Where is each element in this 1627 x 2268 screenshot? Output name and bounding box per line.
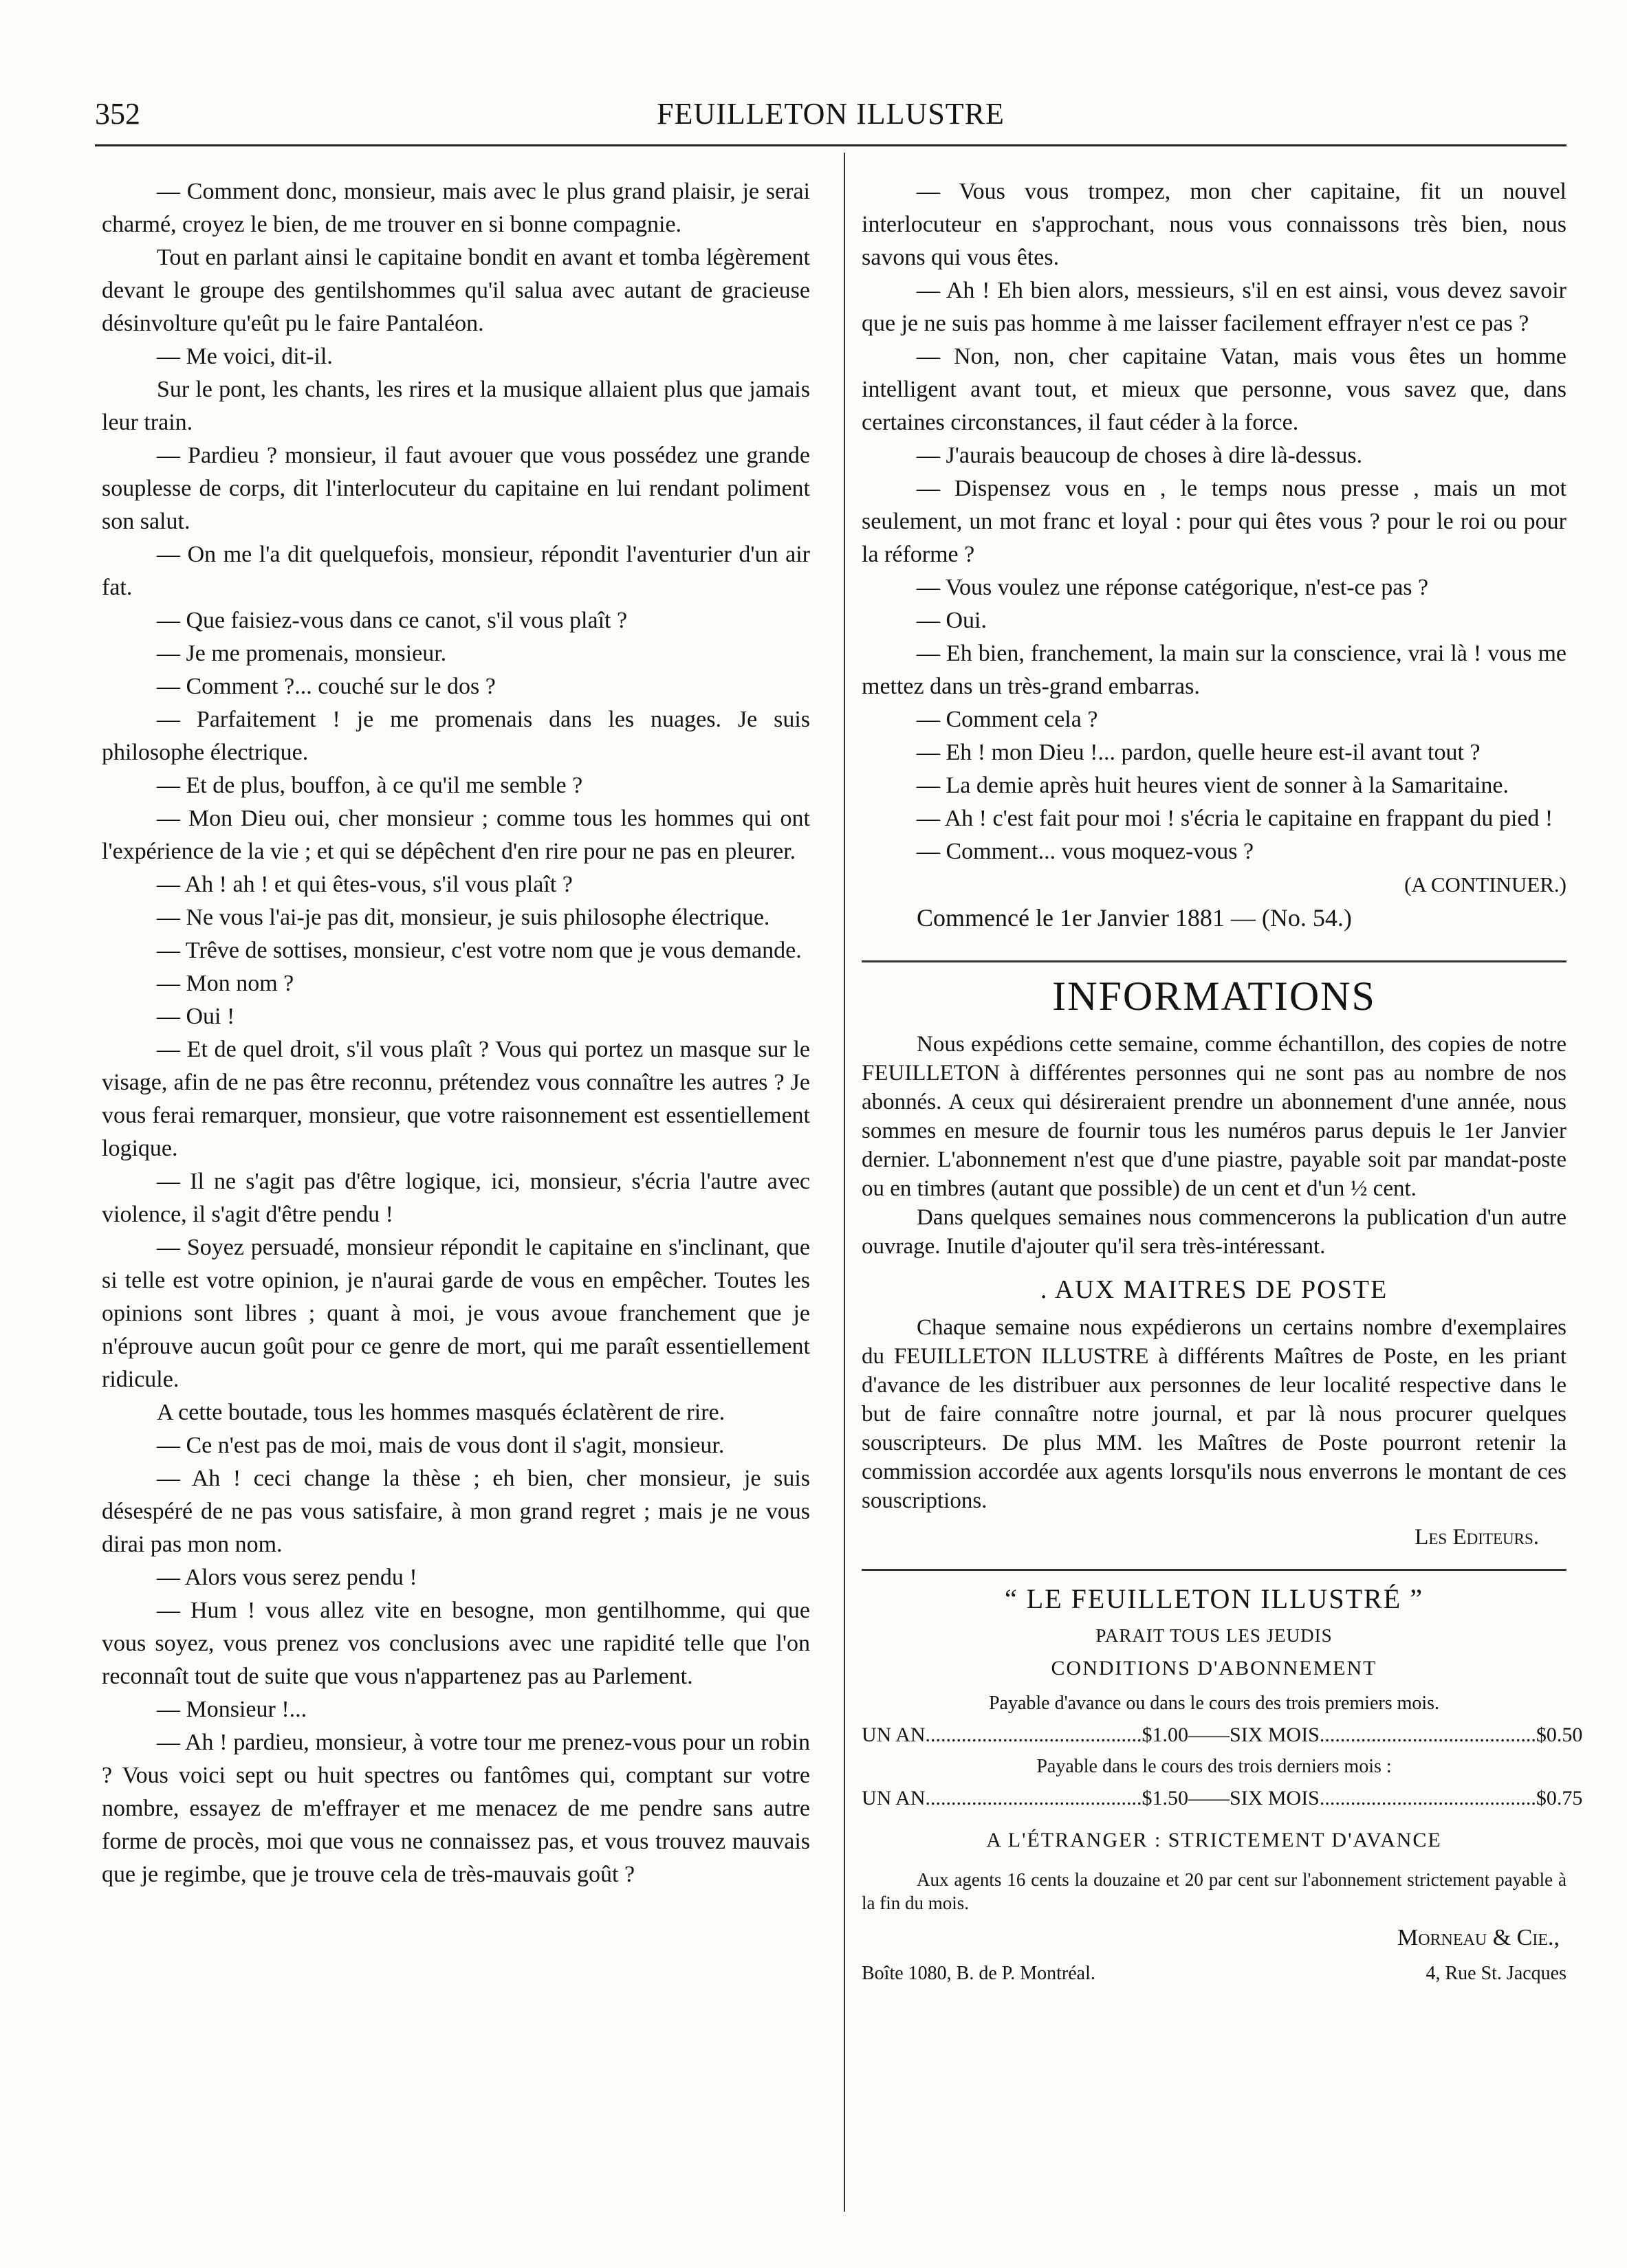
half-label: SIX MOIS [1230, 1724, 1320, 1746]
story-paragraph: — La demie après huit heures vient de sonner à la Samaritaine. [917, 773, 1509, 798]
story-paragraph: — Que faisiez-vous dans ce canot, s'il vous plaît ? [157, 608, 628, 633]
informations-body [862, 1030, 1566, 1261]
story-paragraph: — J'aurais beaucoup de choses à dire là-dessus. [917, 443, 1363, 468]
late-note: Payable dans le cours des trois derniers mois : [1036, 1756, 1392, 1777]
advance-note: Payable d'avance ou dans le cours des trois premiers mois. [988, 1693, 1440, 1714]
conditions-title: CONDITIONS D'ABONNEMENT [1051, 1657, 1377, 1680]
story-paragraph: — On me l'a dit quelquefois, monsieur, répondit l'aventurier d'un air fat. [102, 542, 810, 600]
half-label: SIX MOIS [1230, 1787, 1320, 1809]
advance-rates-row [862, 1721, 1583, 1750]
half-price: $0.50 [1536, 1724, 1583, 1746]
year-label: UN AN [862, 1724, 926, 1746]
story-paragraph: — Mon nom ? [157, 971, 294, 996]
leader-dots: .......................................... [1319, 1787, 1536, 1809]
street-address: 4, Rue St. Jacques [1426, 1963, 1566, 1984]
story-paragraph: — Ah ! ah ! et qui êtes-vous, s'il vous plaît ? [157, 872, 573, 897]
story-paragraph: — Mon Dieu oui, cher monsieur ; comme tous les hommes qui ont l'expérience de la vie ; et qui se dépêchent d'en rire pour ne pas en pleurer. [102, 806, 810, 864]
story-paragraph: — Et de plus, bouffon, à ce qu'il me semble ? [157, 773, 583, 798]
story-paragraph: — Oui ! [157, 1004, 235, 1029]
story-paragraph: Sur le pont, les chants, les rires et la musique allaient plus que jamais leur train. [102, 377, 810, 435]
story-paragraph: — Me voici, dit-il. [157, 344, 333, 369]
dash-separator: —— [1188, 1724, 1230, 1746]
agents-note: Aux agents 16 cents la douzaine et 20 par cent sur l'abonnement strictement payable à la fin du mois. [862, 1869, 1566, 1913]
postmasters-text: Chaque semaine nous expédierons un certains nombre d'exemplaires du FEUILLETON ILLUSTRE à différents Maîtres de Poste, en les priant d'avance de les distribuer aux personnes de leur localité respective dans le but de faire connaître notre journal, et par là nous procurer quelques souscripteurs. De plus MM. les Maîtres de Poste pourront retenir la commission accordée aux agents lorsqu'ils nous enverrons le montant de ces souscriptions. [862, 1315, 1566, 1513]
column-divider [844, 153, 845, 2212]
story-paragraph: — Je me promenais, monsieur. [157, 641, 447, 666]
story-paragraph: — Monsieur !... [157, 1697, 307, 1722]
publisher-address [862, 1957, 1566, 1990]
informations-title: INFORMATIONS [1052, 973, 1376, 1019]
page-header [95, 96, 1566, 144]
year-price: $1.00 [1142, 1724, 1189, 1746]
story-paragraph: — Soyez persuadé, monsieur répondit le capitaine en s'inclinant, que si telle est votre opinion, je n'aurai garde de vous en empêcher. Toutes les opinions sont libres ; quant à moi, je vous avoue franchement que je n'éprouve aucun goût pour ce genre de mort, qui me paraît essentiellement ridicule. [102, 1235, 810, 1392]
story-paragraph: — Parfaitement ! je me promenais dans les nuages. Je suis philosophe électrique. [102, 707, 810, 765]
dash-separator: —— [1188, 1787, 1230, 1809]
running-title: FEUILLETON ILLUSTRE [657, 97, 1005, 131]
story-paragraph: — Dispensez vous en , le temps nous presse , mais un mot seulement, un mot franc et loyal : pour qui êtes vous ? pour le roi ou pour la réforme ? [862, 476, 1566, 567]
story-paragraph: — Alors vous serez pendu ! [157, 1565, 417, 1590]
story-paragraph: — Ah ! pardieu, monsieur, à votre tour me prenez-vous pour un robin ? Vous voici sept ou huit spectres ou fantômes qui, comptant sur votre nombre, essayez de m'effrayer et me menacez de me pendre sans autre forme de procès, moi que vous ne connaissez pas, et vous trouvez mauvais que je regimbe, que je trouve cela de très-mauvais goût ? [102, 1730, 810, 1887]
postmasters-title: . AUX MAITRES DE POSTE [1040, 1275, 1388, 1304]
story-paragraph: — Vous voulez une réponse catégorique, n'est-ce pas ? [917, 575, 1429, 600]
header-rule [95, 144, 1566, 146]
story-paragraph: — Non, non, cher capitaine Vatan, mais vous êtes un homme intelligent avant tout, et mieux que personne, vous savez que, dans certaines circonstances, il faut céder à la force. [862, 344, 1566, 435]
subscription-title: “ LE FEUILLETON ILLUSTRÉ ” [1005, 1583, 1423, 1614]
informations-paragraph: Nous expédions cette semaine, comme échantillon, des copies de notre FEUILLETON à différentes personnes qui ne sont pas au nombre de nos abonnés. A ceux qui désireraient prendre un abonnement d'une année, nous sommes en mesure de fournir tous les numéros parus depuis le 1er Janvier dernier. L'abonnement n'est que d'une piastre, payable soit par mandat-poste ou en timbres (autant que possible) de un cent et d'un ½ cent. [862, 1032, 1566, 1201]
foreign-terms: A L'ÉTRANGER : STRICTEMENT D'AVANCE [986, 1829, 1442, 1851]
published-line: PARAIT TOUS LES JEUDIS [1095, 1625, 1333, 1646]
informations-paragraph: Dans quelques semaines nous commencerons la publication d'un autre ouvrage. Inutile d'ajouter qu'il sera très-intéressant. [862, 1205, 1566, 1259]
story-paragraph: — Vous vous trompez, mon cher capitaine, fit un nouvel interlocuteur en s'approchant, nous vous connaissons très bien, nous savons qui vous êtes. [862, 179, 1566, 270]
to-continue-note: (A CONTINUER.) [1404, 872, 1566, 896]
story-paragraph: — Ah ! c'est fait pour moi ! s'écria le capitaine en frappant du pied ! [917, 806, 1553, 831]
year-label: UN AN [862, 1787, 926, 1809]
story-paragraph: — Eh ! mon Dieu !... pardon, quelle heure est-il avant tout ? [917, 740, 1481, 765]
story-paragraph: — Oui. [917, 608, 987, 633]
section-rule [862, 1569, 1566, 1571]
story-paragraph: — Hum ! vous allez vite en besogne, mon gentilhomme, qui que vous soyez, vous prenez vos conclusions avec une rapidité telle que l'on reconnaît tout de suite que vous n'appartenez pas au Parlement. [102, 1598, 810, 1689]
story-paragraph: — Ne vous l'ai-je pas dit, monsieur, je suis philosophe électrique. [157, 905, 770, 930]
section-rule [862, 960, 1566, 962]
story-paragraph: — Ce n'est pas de moi, mais de vous dont il s'agit, monsieur. [157, 1433, 725, 1458]
story-paragraph: A cette boutade, tous les hommes masqués éclatèrent de rire. [157, 1400, 725, 1425]
left-column [102, 175, 810, 1891]
publisher-name: Morneau & Cie., [1397, 1925, 1560, 1950]
story-paragraph: — Ah ! ceci change la thèse ; eh bien, cher monsieur, je suis désespéré de ne pas vous satisfaire, à mon grand regret ; mais je ne vous dirai pas mon nom. [102, 1466, 810, 1557]
story-paragraph: — Il ne s'agit pas d'être logique, ici, monsieur, s'écria l'autre avec violence, il s'agit d'être pendu ! [102, 1169, 810, 1227]
story-paragraph: — Comment... vous moquez-vous ? [917, 839, 1254, 864]
year-price: $1.50 [1142, 1787, 1189, 1809]
right-column [862, 175, 1583, 1990]
story-paragraph: — Comment cela ? [917, 707, 1098, 732]
story-paragraph: — Trêve de sottises, monsieur, c'est votre nom que je vous demande. [157, 938, 802, 963]
story-paragraph: — Et de quel droit, s'il vous plaît ? Vous qui portez un masque sur le visage, afin de ne pas être reconnu, prétendez vous connaître les autres ? Je vous ferai remarquer, monsieur, que votre raisonnement est essentiellement logique. [102, 1037, 810, 1161]
story-paragraph: Tout en parlant ainsi le capitaine bondit en avant et tomba légèrement devant le groupe des gentilshommes qu'il salua avec autant de gracieuse désinvolture qu'eût pu le faire Pantaléon. [102, 245, 810, 336]
late-rates-row [862, 1784, 1583, 1813]
leader-dots: .......................................... [925, 1787, 1142, 1809]
leader-dots: .......................................... [925, 1724, 1142, 1746]
leader-dots: .......................................... [1319, 1724, 1536, 1746]
half-price: $0.75 [1536, 1787, 1583, 1809]
story-paragraph: — Comment donc, monsieur, mais avec le plus grand plaisir, je serai charmé, croyez le bien, de me trouver en si bonne compagnie. [102, 179, 810, 237]
story-continuation [862, 175, 1566, 868]
story-paragraph: — Pardieu ? monsieur, il faut avouer que vous possédez une grande souplesse de corps, dit l'interlocuteur du capitaine en lui rendant poliment son salut. [102, 443, 810, 534]
story-paragraph: — Comment ?... couché sur le dos ? [157, 674, 496, 699]
story-paragraph: — Ah ! Eh bien alors, messieurs, s'il en est ainsi, vous devez savoir que je ne suis pas homme à me laisser facilement effrayer n'est ce pas ? [862, 278, 1566, 336]
commenced-note: Commencé le 1er Janvier 1881 — (No. 54.) [917, 904, 1352, 932]
page-number: 352 [95, 97, 140, 131]
post-box: Boîte 1080, B. de P. Montréal. [862, 1963, 1095, 1984]
story-paragraph: — Eh bien, franchement, la main sur la conscience, vrai là ! vous me mettez dans un très-grand embarras. [862, 641, 1566, 699]
editors-signature: Les Editeurs. [1415, 1525, 1539, 1550]
